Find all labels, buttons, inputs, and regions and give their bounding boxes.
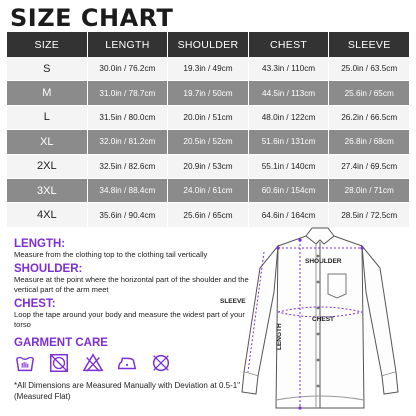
diagram-label-sleeve: SLEEVE [220, 298, 246, 305]
hand-wash-icon [14, 352, 36, 374]
table-row [7, 57, 409, 81]
no-bleach-icon [82, 352, 104, 374]
shoulder-cell: 20.0in / 51cm [168, 106, 248, 130]
no-dry-clean-icon [150, 352, 172, 374]
header-size: SIZE [7, 32, 87, 57]
sleeve-cell: 26.2in / 66.5cm [329, 106, 409, 130]
chest-def-title: CHEST: [14, 297, 56, 310]
length-cell: 31.5in / 80.0cm [88, 106, 168, 130]
header-length: LENGTH [88, 32, 168, 57]
diagram-label-shoulder: SHOULDER [305, 258, 342, 265]
header-sleeve: SLEEVE [329, 32, 409, 57]
shirt-diagram [220, 222, 416, 416]
size-chart-table [6, 32, 410, 228]
header-chest: CHEST [249, 32, 329, 57]
sleeve-cell: 28.0in / 71cm [329, 179, 409, 203]
measurement-definitions [14, 236, 259, 331]
sleeve-cell: 28.5in / 72.5cm [329, 203, 409, 227]
length-cell: 34.8in / 88.4cm [88, 179, 168, 203]
size-cell: 4XL [7, 203, 87, 227]
table-header-row [7, 32, 409, 57]
chest-cell: 60.6in / 154cm [249, 179, 329, 203]
sleeve-cell: 25.0in / 63.5cm [329, 57, 409, 81]
header-shoulder: SHOULDER [168, 32, 248, 57]
length-cell: 35.6in / 90.4cm [88, 203, 168, 227]
page-title: SIZE CHART [10, 4, 174, 32]
sleeve-cell: 25.6in / 65cm [329, 81, 409, 105]
shoulder-cell: 20.5in / 52cm [168, 130, 248, 154]
length-def-title: LENGTH: [14, 238, 66, 250]
size-cell: 3XL [7, 179, 87, 203]
diagram-label-chest: CHEST [312, 316, 335, 323]
size-cell: XL [7, 130, 87, 154]
length-def-text: Measure from the clothing top to the clothing tail vertically [14, 250, 208, 259]
shoulder-cell: 24.0in / 61cm [168, 179, 248, 203]
shoulder-cell: 19.3in / 49cm [168, 57, 248, 81]
size-cell: L [7, 106, 87, 130]
no-tumble-dry-icon [48, 352, 70, 374]
garment-care-title: GARMENT CARE [14, 337, 108, 349]
garment-care-icons [14, 352, 172, 374]
size-cell: 2XL [7, 155, 87, 179]
measurement-note: *All Dimensions are Measured Manually with Deviation at 0.5-1" (Measured Flat) [14, 381, 241, 401]
chest-def-text: Loop the tape around your body and measure the widest part of your torso [14, 309, 245, 329]
chest-cell: 48.0in / 122cm [249, 106, 329, 130]
table-row [7, 155, 409, 179]
shoulder-cell: 25.6in / 65cm [168, 203, 248, 227]
length-cell: 32.0in / 81.2cm [88, 130, 168, 154]
shoulder-cell: 19.7in / 50cm [168, 81, 248, 105]
length-cell: 32.5in / 82.6cm [88, 155, 168, 179]
chest-cell: 43.3in / 110cm [249, 57, 329, 81]
sleeve-cell: 27.4in / 69.5cm [329, 155, 409, 179]
chest-cell: 44.5in / 113cm [249, 81, 329, 105]
table-row [7, 179, 409, 203]
chest-cell: 55.1in / 140cm [249, 155, 329, 179]
diagram-label-length: LENGTH [276, 323, 283, 350]
shoulder-cell: 20.9in / 53cm [168, 155, 248, 179]
size-cell: M [7, 81, 87, 105]
table-row [7, 130, 409, 154]
size-cell: S [7, 57, 87, 81]
table-row [7, 81, 409, 105]
chest-cell: 64.6in / 164cm [249, 203, 329, 227]
shoulder-def-title: SHOULDER: [14, 262, 83, 275]
chest-cell: 51.6in / 131cm [249, 130, 329, 154]
sleeve-cell: 26.8in / 68cm [329, 130, 409, 154]
length-cell: 31.0in / 78.7cm [88, 81, 168, 105]
table-row [7, 106, 409, 130]
iron-low-icon [116, 352, 138, 374]
length-cell: 30.0in / 76.2cm [88, 57, 168, 81]
shoulder-def-text: Measure at the point where the horizontal part of the shoulder and the vertical part of the arm meet [14, 274, 249, 294]
